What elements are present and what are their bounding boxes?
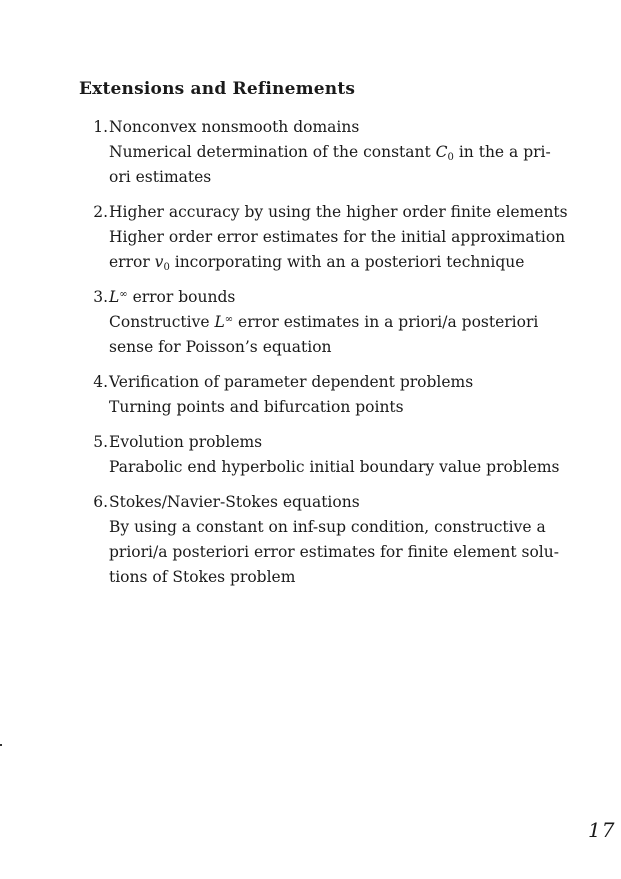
list-item-title: Evolution problems xyxy=(109,433,263,451)
scan-mark xyxy=(0,744,2,746)
list-item-text: Turning points and bifurcation points xyxy=(109,398,404,416)
list-item-6 xyxy=(88,490,559,590)
list-item-2 xyxy=(88,200,568,275)
list-item-text: Parabolic end hyperbolic initial boundary value problems xyxy=(109,458,560,476)
list-item-text: priori/a posteriori error estimates for finite element solu- xyxy=(109,543,559,561)
list-item-text: tions of Stokes problem xyxy=(109,568,296,586)
list-item-text: error $v_0$ incorporating with an a posteriori technique xyxy=(109,253,525,273)
list-item-1 xyxy=(88,115,551,190)
list-item-title: Stokes/Navier-Stokes equations xyxy=(109,493,360,511)
list-item-title: Higher accuracy by using the higher order finite elements xyxy=(109,203,568,221)
list-item-3 xyxy=(88,285,539,360)
list-item-number: 3. xyxy=(93,288,108,306)
list-item-text: ori estimates xyxy=(109,168,212,186)
list-item-text: Constructive L∞ error estimates in a priori/a posteriori xyxy=(109,313,539,331)
list-item-text: sense for Poisson’s equation xyxy=(109,338,332,356)
list-item-5 xyxy=(88,430,560,480)
list-item-title: L∞ error bounds xyxy=(109,288,236,306)
list-item-text: Numerical determination of the constant $C_0$ in the a pri- xyxy=(109,143,551,163)
list-item-text: Higher order error estimates for the initial approximation xyxy=(109,228,566,246)
list-item-number: 2. xyxy=(93,203,108,221)
section-heading: Extensions and Refinements xyxy=(79,79,356,99)
list-item-title: Verification of parameter dependent problems xyxy=(109,373,474,391)
list-item-4 xyxy=(88,370,528,420)
list-item-number: 4. xyxy=(93,373,108,391)
list-item-number: 5. xyxy=(93,433,108,451)
list-item-number: 1. xyxy=(93,118,108,136)
list-item-text: By using a constant on inf-sup condition, constructive a xyxy=(109,518,546,536)
list-item-title: Nonconvex nonsmooth domains xyxy=(109,118,360,136)
list-item-number: 6. xyxy=(93,493,108,511)
page-number: 17 xyxy=(588,818,616,842)
